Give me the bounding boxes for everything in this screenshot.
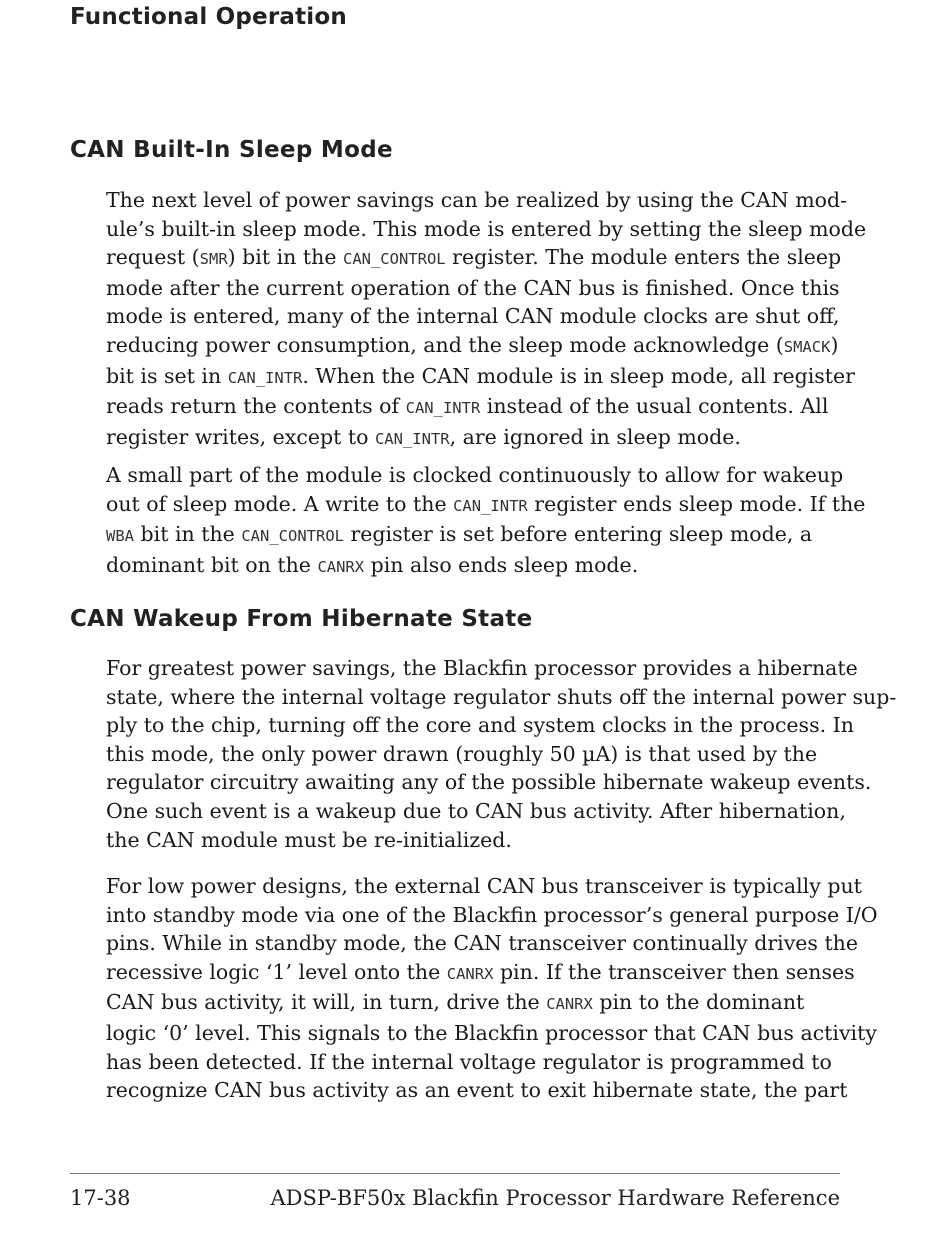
code-term: CAN_INTR	[405, 399, 481, 418]
text-run: mode is entered, many of the internal CAN module clocks are shut off,	[106, 304, 840, 329]
paragraph-sleep-mode-1	[106, 186, 867, 453]
text-run: CAN bus activity, it will, in turn, drive the	[106, 990, 547, 1015]
text-run: instead of the usual contents. All	[480, 394, 829, 419]
text-run: reducing power consumption, and the sleep mode acknowledge (	[106, 332, 784, 357]
text-line	[106, 929, 859, 958]
text-run: pins. While in standby mode, the CAN transceiver continually drives the	[106, 931, 859, 956]
text-run: mode after the current operation of the CAN bus is finished. Once this	[106, 275, 840, 300]
code-term: CANRX	[546, 995, 593, 1014]
text-run: pin. If the transceiver then senses	[493, 959, 855, 984]
text-line	[106, 274, 846, 303]
code-term: WBA	[106, 527, 134, 546]
text-run: pin to the dominant	[592, 990, 805, 1015]
text-line	[106, 1019, 877, 1048]
text-line	[106, 958, 855, 989]
text-line	[106, 988, 846, 1019]
text-run: request (	[106, 245, 200, 270]
text-run: this mode, the only power drawn (roughly 50 µA) is that used by the	[106, 741, 818, 766]
text-line	[106, 461, 846, 490]
text-run: recognize CAN bus activity as an event to exit hibernate state, the part	[106, 1078, 848, 1103]
paragraph-hibernate-1	[106, 654, 897, 854]
text-run: A small part of the module is clocked continuously to allow for wakeup	[106, 463, 844, 487]
text-run: register ends sleep mode. If the	[527, 491, 866, 516]
text-run: register. The module enters the sleep	[445, 245, 842, 270]
text-run: out of sleep mode. A write to the	[106, 491, 454, 516]
text-line	[106, 490, 866, 521]
code-term: CAN_CONTROL	[241, 527, 344, 546]
text-line	[106, 872, 862, 901]
text-line	[106, 901, 878, 930]
code-term: CAN_CONTROL	[342, 250, 446, 269]
text-line	[106, 683, 897, 712]
text-line	[106, 826, 846, 855]
text-line	[106, 768, 872, 797]
code-term: CAN_INTR	[374, 429, 450, 448]
text-run: the CAN module must be re-initialized.	[106, 827, 512, 852]
text-run: )	[830, 332, 839, 357]
text-line	[106, 654, 858, 683]
text-line	[106, 520, 846, 551]
text-run: ply to the chip, turning off the core and system clocks in the process. In	[106, 713, 854, 738]
code-term: SMACK	[783, 337, 831, 356]
text-run: The next level of power savings can be realized by using the CAN mod-	[106, 188, 848, 212]
text-line	[106, 215, 867, 244]
text-run: regulator circuitry awaiting any of the possible hibernate wakeup events.	[106, 770, 872, 795]
text-line	[106, 392, 846, 423]
paragraph-hibernate-2	[106, 872, 878, 1105]
code-term: CANRX	[317, 557, 365, 576]
paragraph-sleep-mode-2	[106, 461, 866, 581]
text-run: ) bit in the	[227, 245, 343, 270]
text-run: into standby mode via one of the Blackfin processor’s general purpose I/O	[106, 902, 878, 927]
code-term: SMR	[199, 250, 228, 269]
code-term: CANRX	[446, 964, 494, 983]
text-run: pin also ends sleep mode.	[364, 552, 639, 577]
text-run: state, where the internal voltage regulator shuts off the internal power sup-	[106, 684, 897, 709]
text-run: , are ignored in sleep mode.	[449, 424, 741, 449]
page-number: 17-38	[70, 1186, 131, 1210]
code-term: CAN_INTR	[453, 496, 528, 515]
running-head: Functional Operation	[70, 4, 347, 30]
text-line	[106, 362, 855, 393]
text-line	[106, 302, 846, 331]
book-title: ADSP-BF50x Blackfin Processor Hardware Reference	[270, 1186, 840, 1210]
text-run: . When the CAN module is in sleep mode, all register	[302, 363, 855, 388]
text-line	[106, 711, 854, 740]
text-line	[106, 1048, 846, 1077]
footer-rule	[70, 1173, 840, 1174]
text-run: has been detected. If the internal voltage regulator is programmed to	[106, 1049, 832, 1074]
text-line	[106, 243, 846, 274]
text-run: reads return the contents of	[106, 394, 406, 419]
text-run: bit in the	[134, 522, 242, 547]
text-run: logic ‘0’ level. This signals to the Blackfin processor that CAN bus activity	[106, 1020, 877, 1045]
text-line	[106, 797, 846, 826]
text-run: recessive logic ‘1’ level onto the	[106, 959, 447, 984]
text-run: register is set before entering sleep mode, a	[343, 522, 813, 547]
text-line	[106, 186, 846, 215]
section-heading-sleep-mode: CAN Built-In Sleep Mode	[70, 137, 393, 163]
text-run: For low power designs, the external CAN bus transceiver is typically put	[106, 874, 862, 898]
text-line	[106, 551, 846, 582]
text-line	[106, 1076, 846, 1105]
text-run: bit is set in	[106, 363, 228, 388]
text-run: For greatest power savings, the Blackfin processor provides a hibernate	[106, 656, 858, 680]
section-heading-hibernate-wakeup: CAN Wakeup From Hibernate State	[70, 606, 533, 632]
text-run: register writes, except to	[106, 424, 375, 449]
text-run: dominant bit on the	[106, 552, 318, 577]
code-term: CAN_INTR	[227, 368, 303, 387]
text-line	[106, 423, 846, 454]
text-run: ule’s built-in sleep mode. This mode is entered by setting the sleep mode	[106, 216, 867, 241]
text-line	[106, 331, 846, 362]
text-run: One such event is a wakeup due to CAN bus activity. After hibernation,	[106, 798, 846, 823]
text-line	[106, 740, 846, 769]
